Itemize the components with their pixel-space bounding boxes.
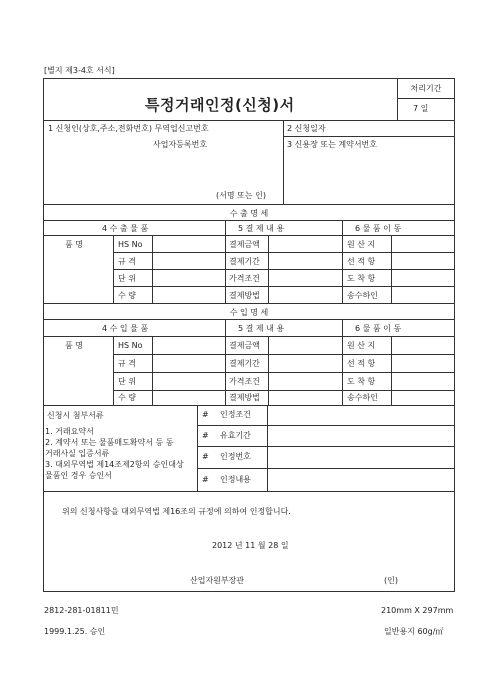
form-title: 특정거래인정(신청)서: [145, 96, 295, 114]
approval-mark-4: #: [202, 475, 209, 484]
approval-mark-1: #: [202, 410, 209, 419]
import-movement-header: 6 물 품 이 동: [355, 324, 402, 333]
seal-label: (인): [384, 576, 398, 585]
import-quantity-label: 수 량: [118, 393, 136, 402]
export-spec-label: 규 격: [118, 257, 136, 266]
processing-period-label: 처리기간: [410, 84, 442, 93]
export-payment-header: 5 결 제 내 용: [238, 224, 285, 233]
contract-number-label: 3 신용장 또는 계약서번호: [287, 140, 377, 149]
export-payment-method-label: 결제방법: [229, 291, 260, 300]
import-payment-period-label: 결제기간: [229, 359, 260, 368]
approval-statement: 위의 신청사항을 대외무역법 제16조의 규정에 의하여 인정합니다.: [62, 507, 291, 516]
export-loading-port-label: 선 적 항: [347, 257, 376, 266]
issuing-authority: 산업자원부장관: [190, 576, 245, 585]
approval-validity-label: 유효기간: [220, 431, 251, 440]
approval-date: 2012 년 11 월 28 일: [212, 541, 289, 550]
approval-info: 1999.1.25. 승인: [44, 627, 106, 636]
attachments-heading: 신청시 첨부서류: [47, 411, 104, 420]
export-unit-label: 단 위: [118, 274, 136, 283]
import-origin-label: 원 산 지: [347, 341, 376, 350]
import-spec-label: 규 격: [118, 359, 136, 368]
export-heading: 수 출 명 세: [229, 209, 269, 218]
approval-mark-2: #: [202, 431, 209, 440]
applicant-field: 1 신청인(상호,주소,전화번호) 무역업신고번호: [48, 124, 209, 133]
application-date-label: 2 신청일자: [287, 124, 326, 133]
export-arrival-port-label: 도 착 항: [347, 274, 376, 283]
export-consignor-label: 송수하인: [347, 291, 378, 300]
approval-mark-3: #: [202, 452, 209, 461]
import-consignor-label: 송수하인: [347, 393, 378, 402]
signature-label: (서명 또는 인): [216, 191, 266, 200]
export-price-terms-label: 가격조건: [229, 274, 260, 283]
attachment-item-3-cont: 물품인 경우 승인서: [45, 471, 112, 480]
attachment-item-3: 3. 대외무역법 제14조제2항의 승인대상: [45, 460, 184, 469]
import-arrival-port-label: 도 착 항: [347, 377, 376, 386]
import-payment-header: 5 결 제 내 용: [238, 324, 285, 333]
approval-content-label: 인정내용: [220, 475, 251, 484]
attachment-item-2-cont: 거래사실 입증서류: [45, 449, 110, 458]
processing-period-value: 7 일: [413, 104, 429, 113]
import-goods-header: 4 수 입 물 품: [102, 324, 149, 333]
export-hs-no-label: HS No: [118, 240, 143, 249]
export-goods-header: 4 수 출 물 품: [102, 224, 149, 233]
import-item-name-label: 품 명: [65, 341, 83, 350]
business-registration-label: 사업자등록번호: [153, 140, 208, 149]
form-label: [별지 제3-4호 서식]: [44, 66, 115, 75]
export-origin-label: 원 산 지: [347, 240, 376, 249]
import-payment-amount-label: 결제금액: [229, 341, 260, 350]
export-item-name-label: 품 명: [65, 240, 83, 249]
export-payment-amount-label: 결제금액: [229, 240, 260, 249]
import-price-terms-label: 가격조건: [229, 377, 260, 386]
export-movement-header: 6 물 품 이 동: [355, 224, 402, 233]
approval-number-label: 인정번호: [220, 452, 251, 461]
import-unit-label: 단 위: [118, 377, 136, 386]
attachment-item-2: 2. 계약서 또는 물품매도확약서 등 동: [45, 438, 174, 447]
import-payment-method-label: 결제방법: [229, 393, 260, 402]
approval-conditions-label: 인정조건: [220, 410, 251, 419]
import-hs-no-label: HS No: [118, 341, 143, 350]
attachment-item-1: 1. 거래요약서: [45, 427, 94, 436]
form-code: 2812-281-01811민: [44, 606, 119, 615]
import-loading-port-label: 선 적 항: [347, 359, 376, 368]
paper-weight: 일반용지 60g/㎡: [384, 627, 444, 636]
import-heading: 수 입 명 세: [229, 308, 269, 317]
export-quantity-label: 수 량: [118, 291, 136, 300]
export-payment-period-label: 결제기간: [229, 257, 260, 266]
paper-size: 210mm X 297mm: [381, 606, 454, 615]
